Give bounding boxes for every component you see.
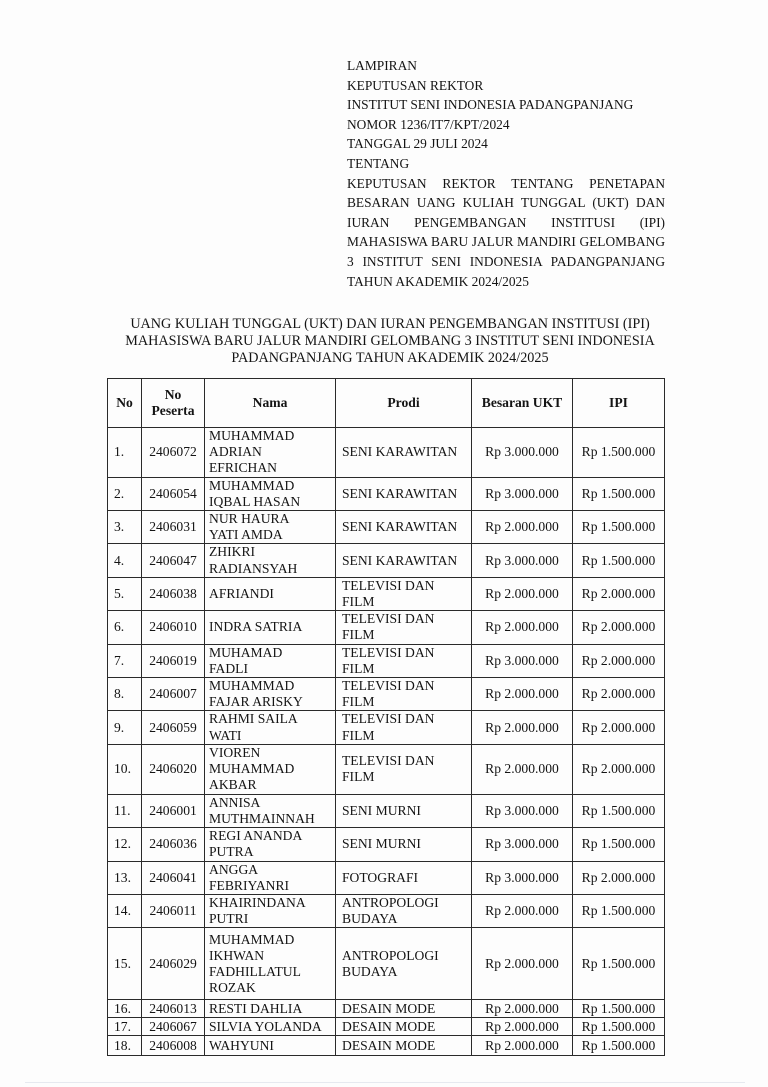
- cell-prodi-line: DESAIN MODE: [342, 1037, 436, 1053]
- cell-nama-line: ZHIKRI: [209, 544, 256, 560]
- cell-no: 2.: [108, 477, 142, 510]
- table-row: [108, 928, 665, 1000]
- cell-prodi-line: BUDAYA: [342, 911, 398, 927]
- cell-besaran-ukt: Rp 2.000.000: [472, 678, 573, 711]
- table-row: [108, 611, 665, 644]
- cell-ipi: Rp 2.000.000: [573, 711, 665, 744]
- cell-besaran-ukt: Rp 2.000.000: [472, 511, 573, 544]
- decree-subject: KEPUTUSAN REKTOR TENTANG PENETAPAN BESARAN UANG KULIAH TUNGGAL (UKT) DAN IURAN PENGEMBANGAN INSTITUSI (IPI) MAHASISWA BARU JALUR MANDIRI GELOMBANG 3 INSTITUT SENI INDONESIA PADANGPANJANG TAHUN AKADEMIK 2024/2025: [347, 175, 665, 289]
- cell-nama: [205, 644, 336, 677]
- cell-prodi-line: FILM: [342, 727, 375, 743]
- cell-prodi-line: ANTROPOLOGI: [342, 947, 439, 963]
- decree-number: NOMOR 1236/IT7/KPT/2024: [347, 116, 510, 132]
- cell-nama: [205, 511, 336, 544]
- cell-prodi-line: TELEVISI DAN: [342, 644, 435, 660]
- table-row: [108, 644, 665, 677]
- cell-no: 6.: [108, 611, 142, 644]
- cell-nama: [205, 678, 336, 711]
- cell-nama-line: ANGGA: [209, 861, 259, 877]
- cell-prodi: [336, 1018, 472, 1036]
- cell-nama: [205, 544, 336, 577]
- table-title-line: MAHASISWA BARU JALUR MANDIRI GELOMBANG 3 INSTITUT SENI INDONESIA: [125, 333, 655, 349]
- cell-prodi-line: FILM: [342, 594, 375, 610]
- cell-ipi: Rp 1.500.000: [573, 477, 665, 510]
- cell-no: 15.: [108, 928, 142, 1000]
- cell-nama-line: MUHAMMAD: [209, 761, 295, 777]
- cell-nama: [205, 828, 336, 861]
- cell-prodi: [336, 428, 472, 478]
- table-row: [108, 794, 665, 827]
- cell-no-peserta: 2406031: [142, 511, 205, 544]
- cell-nama-line: FAJAR ARISKY: [209, 694, 303, 710]
- table-header-row: [108, 379, 665, 428]
- cell-prodi-line: SENI MURNI: [342, 802, 421, 818]
- decree-date: TANGGAL 29 JULI 2024: [347, 136, 488, 152]
- cell-ipi: Rp 1.500.000: [573, 794, 665, 827]
- cell-prodi-line: TELEVISI DAN: [342, 711, 435, 727]
- cell-prodi: [336, 711, 472, 744]
- cell-prodi-line: TELEVISI DAN: [342, 577, 435, 593]
- cell-no-peserta: 2406010: [142, 611, 205, 644]
- cell-no-peserta: 2406013: [142, 1000, 205, 1018]
- header-no-peserta-line1: No: [164, 387, 182, 402]
- header-no: No: [108, 379, 142, 428]
- cell-no-peserta: 2406054: [142, 477, 205, 510]
- cell-besaran-ukt: Rp 2.000.000: [472, 744, 573, 794]
- cell-nama-line: YATI AMDA: [209, 527, 283, 543]
- cell-no: 11.: [108, 794, 142, 827]
- cell-prodi: [336, 1036, 472, 1056]
- cell-besaran-ukt: Rp 3.000.000: [472, 477, 573, 510]
- table-row: [108, 711, 665, 744]
- cell-prodi-line: TELEVISI DAN: [342, 753, 435, 769]
- cell-prodi-line: ANTROPOLOGI: [342, 895, 439, 911]
- cell-nama-line: KHAIRINDANA: [209, 895, 306, 911]
- cell-nama-line: WATI: [209, 727, 242, 743]
- cell-nama-line: FADLI: [209, 660, 249, 676]
- cell-prodi-line: SENI KARAWITAN: [342, 552, 458, 568]
- cell-nama-line: PUTRA: [209, 844, 254, 860]
- cell-nama-line: MUHAMMAD: [209, 678, 295, 694]
- header-ipi: IPI: [573, 379, 665, 428]
- cell-prodi-line: SENI KARAWITAN: [342, 519, 458, 535]
- cell-no: 4.: [108, 544, 142, 577]
- cell-prodi: [336, 828, 472, 861]
- cell-nama-line: RESTI DAHLIA: [209, 1000, 303, 1016]
- cell-no-peserta: 2406008: [142, 1036, 205, 1056]
- cell-besaran-ukt: Rp 3.000.000: [472, 861, 573, 894]
- cell-no: 9.: [108, 711, 142, 744]
- cell-nama-line: AKBAR: [209, 777, 257, 793]
- cell-nama-line: IQBAL HASAN: [209, 493, 301, 509]
- cell-nama-line: ROZAK: [209, 980, 256, 996]
- cell-besaran-ukt: Rp 2.000.000: [472, 1018, 573, 1036]
- cell-besaran-ukt: Rp 3.000.000: [472, 794, 573, 827]
- cell-nama-line: MUHAMMAD: [209, 477, 295, 493]
- cell-prodi-line: FILM: [342, 627, 375, 643]
- cell-prodi-line: FOTOGRAFI: [342, 869, 419, 885]
- cell-prodi-line: TELEVISI DAN: [342, 611, 435, 627]
- institution-name: INSTITUT SENI INDONESIA PADANGPANJANG: [347, 97, 634, 113]
- cell-prodi-line: SENI KARAWITAN: [342, 444, 458, 460]
- attachment-header: [347, 56, 665, 291]
- table-row: [108, 477, 665, 510]
- cell-nama: [205, 1036, 336, 1056]
- cell-ipi: Rp 2.000.000: [573, 611, 665, 644]
- table-row: [108, 577, 665, 610]
- cell-no-peserta: 2406072: [142, 428, 205, 478]
- cell-besaran-ukt: Rp 3.000.000: [472, 644, 573, 677]
- cell-no-peserta: 2406007: [142, 678, 205, 711]
- cell-nama: [205, 1018, 336, 1036]
- table-row: [108, 895, 665, 928]
- cell-nama-line: ADRIAN: [209, 444, 262, 460]
- cell-nama: [205, 428, 336, 478]
- table-title-line: PADANGPANJANG TAHUN AKADEMIK 2024/2025: [231, 350, 549, 366]
- cell-prodi: [336, 1000, 472, 1018]
- table-row: [108, 1036, 665, 1056]
- header-no-peserta-line2: Peserta: [151, 403, 195, 418]
- cell-ipi: Rp 2.000.000: [573, 644, 665, 677]
- cell-no-peserta: 2406059: [142, 711, 205, 744]
- cell-prodi: [336, 611, 472, 644]
- cell-no-peserta: 2406036: [142, 828, 205, 861]
- table-row: [108, 828, 665, 861]
- header-nama: Nama: [205, 379, 336, 428]
- cell-nama-line: ANNISA: [209, 794, 261, 810]
- cell-ipi: Rp 2.000.000: [573, 678, 665, 711]
- cell-prodi: [336, 577, 472, 610]
- cell-nama-line: VIOREN: [209, 745, 261, 761]
- cell-besaran-ukt: Rp 2.000.000: [472, 577, 573, 610]
- cell-no: 13.: [108, 861, 142, 894]
- cell-ipi: Rp 1.500.000: [573, 895, 665, 928]
- table-row: [108, 1000, 665, 1018]
- cell-prodi: [336, 928, 472, 1000]
- cell-no: 7.: [108, 644, 142, 677]
- header-prodi: Prodi: [336, 379, 472, 428]
- cell-no: 16.: [108, 1000, 142, 1018]
- cell-nama-line: FEBRIYANRI: [209, 877, 290, 893]
- cell-prodi: [336, 895, 472, 928]
- cell-besaran-ukt: Rp 2.000.000: [472, 895, 573, 928]
- cell-no-peserta: 2406038: [142, 577, 205, 610]
- cell-nama-line: WAHYUNI: [209, 1037, 274, 1053]
- cell-no-peserta: 2406067: [142, 1018, 205, 1036]
- header-no-peserta: [142, 379, 205, 428]
- cell-besaran-ukt: Rp 3.000.000: [472, 828, 573, 861]
- cell-besaran-ukt: Rp 3.000.000: [472, 544, 573, 577]
- cell-besaran-ukt: Rp 3.000.000: [472, 428, 573, 478]
- cell-nama: [205, 928, 336, 1000]
- cell-prodi: [336, 544, 472, 577]
- table-row: [108, 544, 665, 577]
- cell-nama-line: INDRA SATRIA: [209, 619, 303, 635]
- ukt-table: [107, 378, 665, 1056]
- cell-ipi: Rp 2.000.000: [573, 577, 665, 610]
- cell-nama: [205, 895, 336, 928]
- cell-ipi: Rp 1.500.000: [573, 1036, 665, 1056]
- cell-besaran-ukt: Rp 2.000.000: [472, 611, 573, 644]
- cell-no: 8.: [108, 678, 142, 711]
- cell-prodi: [336, 744, 472, 794]
- cell-ipi: Rp 1.500.000: [573, 511, 665, 544]
- cell-nama: [205, 711, 336, 744]
- cell-nama-line: EFRICHAN: [209, 460, 277, 476]
- table-title: [110, 316, 670, 367]
- cell-nama-line: RAHMI SAILA: [209, 711, 298, 727]
- cell-no-peserta: 2406047: [142, 544, 205, 577]
- cell-no: 17.: [108, 1018, 142, 1036]
- cell-prodi: [336, 644, 472, 677]
- cell-no-peserta: 2406020: [142, 744, 205, 794]
- cell-prodi: [336, 477, 472, 510]
- cell-prodi-line: FILM: [342, 694, 375, 710]
- cell-nama-line: NUR HAURA: [209, 511, 290, 527]
- cell-nama-line: REGI ANANDA: [209, 828, 303, 844]
- cell-ipi: Rp 1.500.000: [573, 1018, 665, 1036]
- cell-prodi-line: TELEVISI DAN: [342, 678, 435, 694]
- cell-ipi: Rp 1.500.000: [573, 828, 665, 861]
- cell-besaran-ukt: Rp 2.000.000: [472, 928, 573, 1000]
- cell-nama-line: MUHAMMAD: [209, 428, 295, 443]
- cell-no: 18.: [108, 1036, 142, 1056]
- cell-no-peserta: 2406041: [142, 861, 205, 894]
- cell-nama: [205, 861, 336, 894]
- about-label: TENTANG: [347, 155, 410, 171]
- cell-nama: [205, 611, 336, 644]
- cell-ipi: Rp 2.000.000: [573, 861, 665, 894]
- cell-no: 1.: [108, 428, 142, 478]
- cell-ipi: Rp 1.500.000: [573, 1000, 665, 1018]
- table-row: [108, 428, 665, 478]
- cell-nama: [205, 744, 336, 794]
- cell-no-peserta: 2406029: [142, 928, 205, 1000]
- cell-no-peserta: 2406011: [142, 895, 205, 928]
- cell-nama-line: PUTRI: [209, 911, 249, 927]
- table-row: [108, 1018, 665, 1036]
- cell-nama: [205, 477, 336, 510]
- cell-prodi: [336, 678, 472, 711]
- table-row: [108, 861, 665, 894]
- cell-ipi: Rp 1.500.000: [573, 544, 665, 577]
- cell-nama-line: MUHAMMAD: [209, 931, 295, 947]
- cell-nama: [205, 577, 336, 610]
- cell-no: 10.: [108, 744, 142, 794]
- cell-prodi-line: FILM: [342, 769, 375, 785]
- cell-besaran-ukt: Rp 2.000.000: [472, 1000, 573, 1018]
- cell-nama: [205, 794, 336, 827]
- cell-ipi: Rp 2.000.000: [573, 744, 665, 794]
- cell-prodi: [336, 794, 472, 827]
- cell-nama-line: SILVIA YOLANDA: [209, 1018, 322, 1034]
- cell-prodi-line: DESAIN MODE: [342, 1000, 436, 1016]
- table-body: [108, 428, 665, 1056]
- cell-nama-line: FADHILLATUL: [209, 963, 301, 979]
- cell-prodi-line: BUDAYA: [342, 963, 398, 979]
- cell-prodi-line: SENI KARAWITAN: [342, 485, 458, 501]
- cell-no: 12.: [108, 828, 142, 861]
- cell-nama-line: AFRIANDI: [209, 585, 274, 601]
- cell-nama: [205, 1000, 336, 1018]
- cell-no-peserta: 2406019: [142, 644, 205, 677]
- cell-prodi-line: DESAIN MODE: [342, 1018, 436, 1034]
- table-row: [108, 678, 665, 711]
- cell-ipi: Rp 1.500.000: [573, 428, 665, 478]
- cell-prodi: [336, 511, 472, 544]
- cell-prodi-line: FILM: [342, 660, 375, 676]
- cell-nama-line: RADIANSYAH: [209, 560, 298, 576]
- attachment-label: LAMPIRAN: [347, 58, 417, 73]
- cell-nama-line: IKHWAN: [209, 947, 265, 963]
- cell-nama-line: MUHAMAD: [209, 644, 283, 660]
- cell-no: 3.: [108, 511, 142, 544]
- page-edge: [25, 1082, 745, 1083]
- cell-prodi-line: SENI MURNI: [342, 836, 421, 852]
- cell-ipi: Rp 1.500.000: [573, 928, 665, 1000]
- cell-no-peserta: 2406001: [142, 794, 205, 827]
- table-row: [108, 744, 665, 794]
- table-row: [108, 511, 665, 544]
- table-title-line: UANG KULIAH TUNGGAL (UKT) DAN IURAN PENGEMBANGAN INSTITUSI (IPI): [130, 316, 650, 332]
- cell-no: 14.: [108, 895, 142, 928]
- cell-nama-line: MUTHMAINNAH: [209, 811, 315, 827]
- decree-label: KEPUTUSAN REKTOR: [347, 77, 484, 93]
- cell-besaran-ukt: Rp 2.000.000: [472, 711, 573, 744]
- cell-prodi: [336, 861, 472, 894]
- cell-no: 5.: [108, 577, 142, 610]
- cell-besaran-ukt: Rp 2.000.000: [472, 1036, 573, 1056]
- header-besaran-ukt: Besaran UKT: [472, 379, 573, 428]
